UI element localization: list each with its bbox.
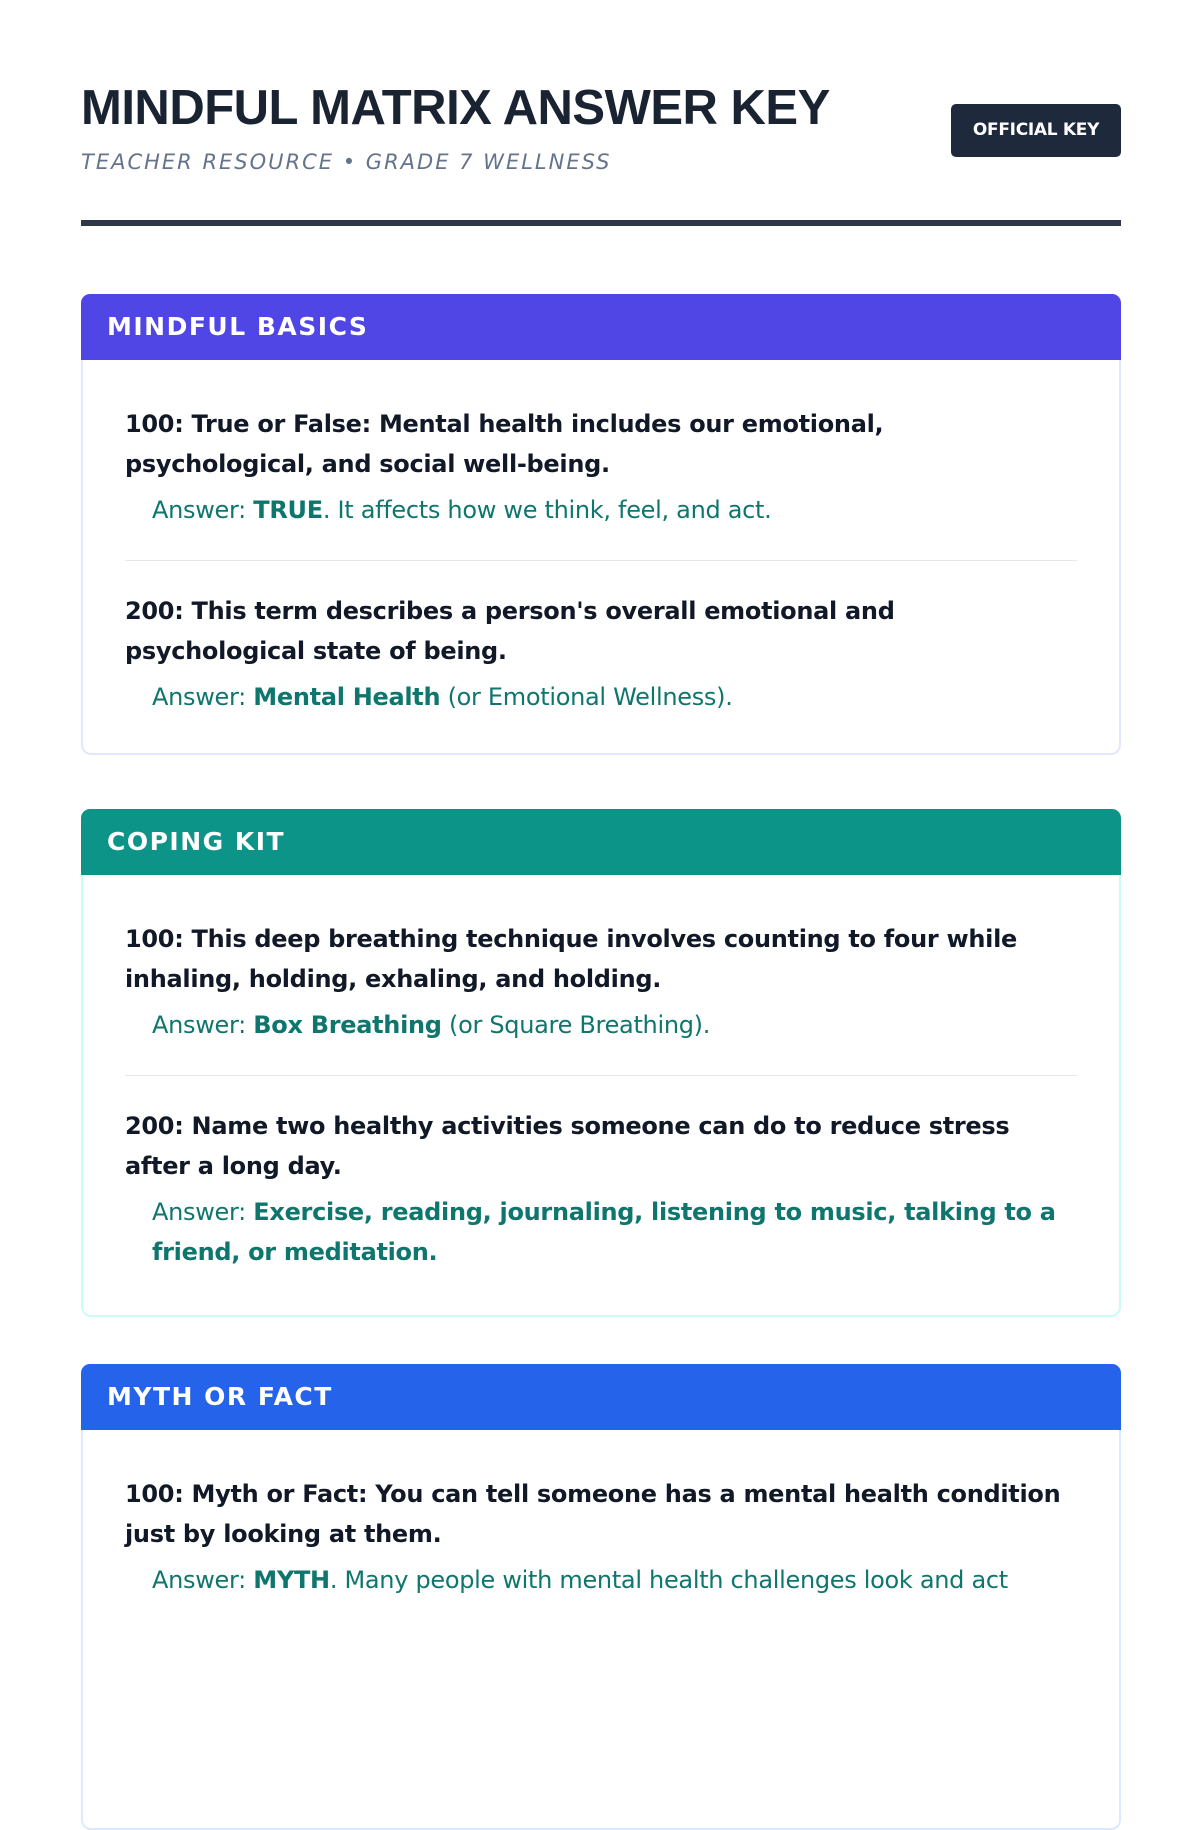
question-item [125, 404, 1077, 561]
answer-text [152, 677, 1077, 717]
section-body [81, 875, 1121, 1317]
answer-prefix: Answer: [152, 1198, 254, 1226]
answer-detail: . Many people with mental health challenges look and act [329, 1566, 1008, 1594]
page-header [81, 78, 1121, 228]
section-mindful-basics [81, 294, 1121, 755]
answer-detail: (or Square Breathing). [441, 1011, 711, 1039]
answer-key-term: TRUE [253, 496, 323, 524]
section-title: COPING KIT [81, 809, 1121, 875]
section-body [81, 360, 1121, 755]
section-coping-kit [81, 809, 1121, 1317]
question-item [125, 919, 1077, 1076]
question-item [125, 1106, 1077, 1284]
answer-prefix: Answer: [152, 1011, 254, 1039]
section-myth-or-fact [81, 1364, 1121, 1830]
page-subtitle: TEACHER RESOURCE • GRADE 7 WELLNESS [81, 150, 612, 174]
official-key-badge: OFFICIAL KEY [951, 104, 1121, 157]
answer-key-term: Box Breathing [253, 1011, 442, 1039]
section-body [81, 1430, 1121, 1830]
question-text: 100: This deep breathing technique involves counting to four while inhaling, holding, exhaling, and holding. [125, 925, 1017, 993]
question-item [125, 591, 1077, 729]
question-text: 200: Name two healthy activities someone can do to reduce stress after a long day. [125, 1112, 1010, 1180]
answer-key-term: MYTH [253, 1566, 330, 1594]
page-title: MINDFUL MATRIX ANSWER KEY [81, 81, 830, 135]
question-text: 200: This term describes a person's overall emotional and psychological state of being. [125, 597, 895, 665]
answer-text [152, 490, 1077, 530]
header-divider [81, 220, 1121, 226]
answer-prefix: Answer: [152, 1566, 254, 1594]
answer-text [152, 1192, 1077, 1272]
section-title: MYTH OR FACT [81, 1364, 1121, 1430]
question-item [125, 1474, 1077, 1612]
answer-key-term: Mental Health [253, 683, 441, 711]
answer-prefix: Answer: [152, 683, 254, 711]
answer-detail: (or Emotional Wellness). [440, 683, 733, 711]
answer-text [152, 1560, 1077, 1600]
question-text: 100: True or False: Mental health includes our emotional, psychological, and social well-being. [125, 410, 884, 478]
question-text: 100: Myth or Fact: You can tell someone has a mental health condition just by looking at them. [125, 1480, 1061, 1548]
section-title: MINDFUL BASICS [81, 294, 1121, 360]
answer-detail: . It affects how we think, feel, and act. [322, 496, 772, 524]
answer-prefix: Answer: [152, 496, 254, 524]
answer-text [152, 1005, 1077, 1045]
answer-key-term: Exercise, reading, journaling, listening to music, talking to a friend, or meditation. [152, 1198, 1056, 1266]
